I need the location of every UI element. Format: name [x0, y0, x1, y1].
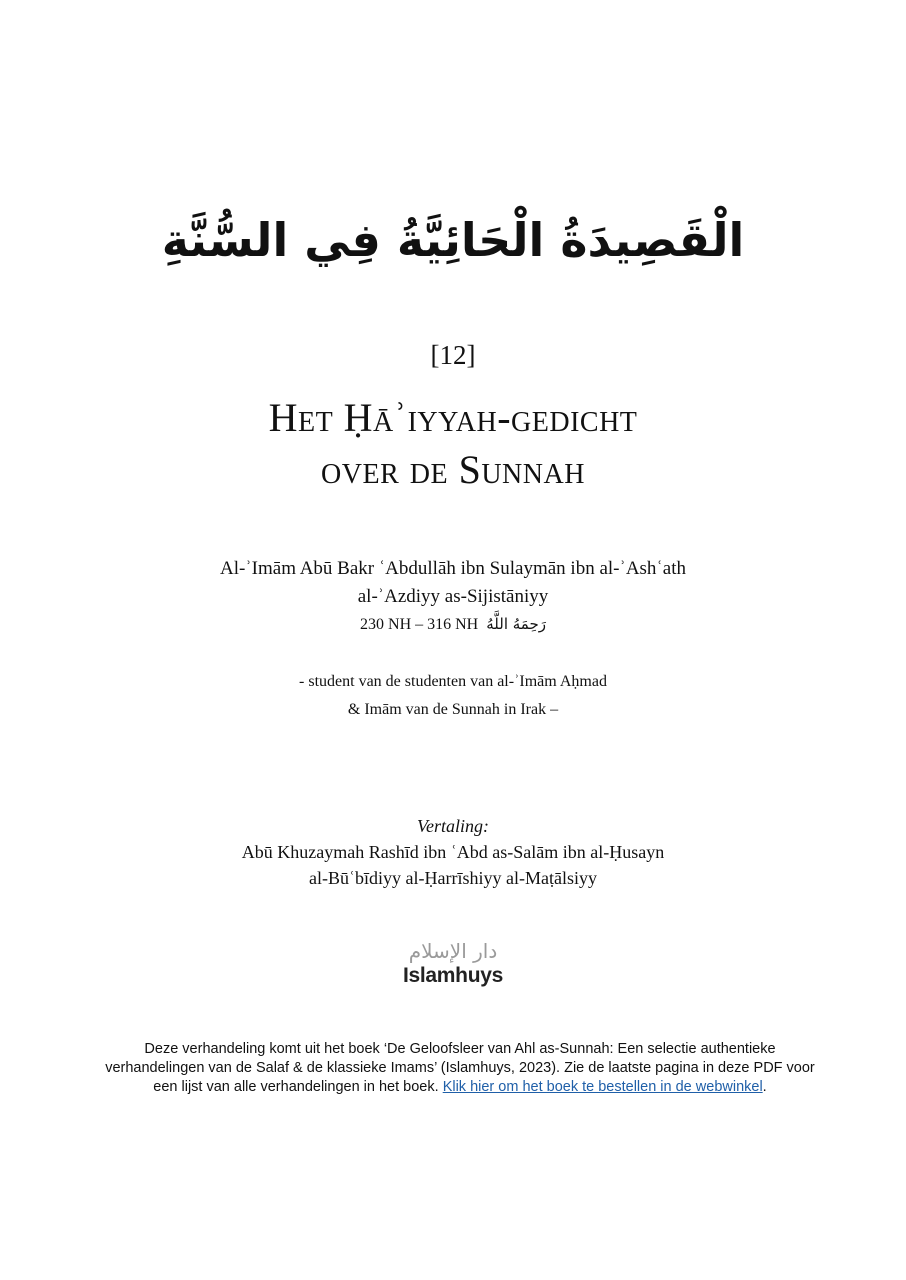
author-dates — [0, 615, 906, 634]
honorific: رَحِمَهُ اللَّهُ — [486, 615, 546, 633]
author-line-1: Al-ʾImām Abū Bakr ʿAbdullāh ibn Sulaymān ibn al-ʾAshʿath — [220, 558, 686, 579]
title-line-2: over de Sunnah — [321, 447, 585, 492]
arabic-title: الْقَصِيدَةُ الْحَائِيَّةُ فِي السُّنَّةِ — [161, 213, 745, 267]
footer-end: . — [762, 1079, 767, 1095]
order-book-link[interactable]: Klik hier om het boek te bestellen in de webwinkel — [442, 1079, 763, 1095]
logo-wordmark: Islamhuys — [402, 964, 503, 987]
translator-line-1: Abū Khuzaymah Rashīd ibn ʿAbd as-Salām ibn al-Ḥusayn — [241, 842, 665, 862]
dates-text: 230 NH – 316 NH — [360, 616, 479, 633]
translation-label: Vertaling: — [417, 816, 489, 836]
description-line-2: & Imām van de Sunnah in Irak – — [347, 701, 559, 718]
translation-block — [0, 813, 906, 891]
author-block — [0, 555, 906, 611]
author-description — [0, 668, 906, 724]
title-line-1: Het Ḥāʾiyyah-gedicht — [268, 395, 638, 440]
footer-note — [100, 1040, 820, 1097]
author-line-2: al-ʾAzdiyy as-Sijistāniyy — [357, 586, 549, 607]
publisher-logo — [353, 938, 553, 988]
footer-text: Deze verhandeling komt uit het boek ‘De Geloofsleer van Ahl as-Sunnah: Een selectie authentieke verhandelingen van de Salaf & de klassieke Imams’ (Islamhuys, 2023). Zie de laatste pagina in deze PDF voor een lijst van alle verhandelingen in het boek. — [105, 1041, 815, 1095]
description-line-1: - student van de studenten van al-ʾImām Aḥmad — [299, 673, 607, 690]
logo-arabic-calligraphy: دار الإسلام — [408, 939, 498, 963]
treatise-number: [12] — [430, 340, 476, 370]
page-title — [0, 392, 906, 496]
translator-line-2: al-Būʿbīdiyy al-Ḥarrīshiyy al-Maṭālsiyy — [309, 868, 597, 888]
